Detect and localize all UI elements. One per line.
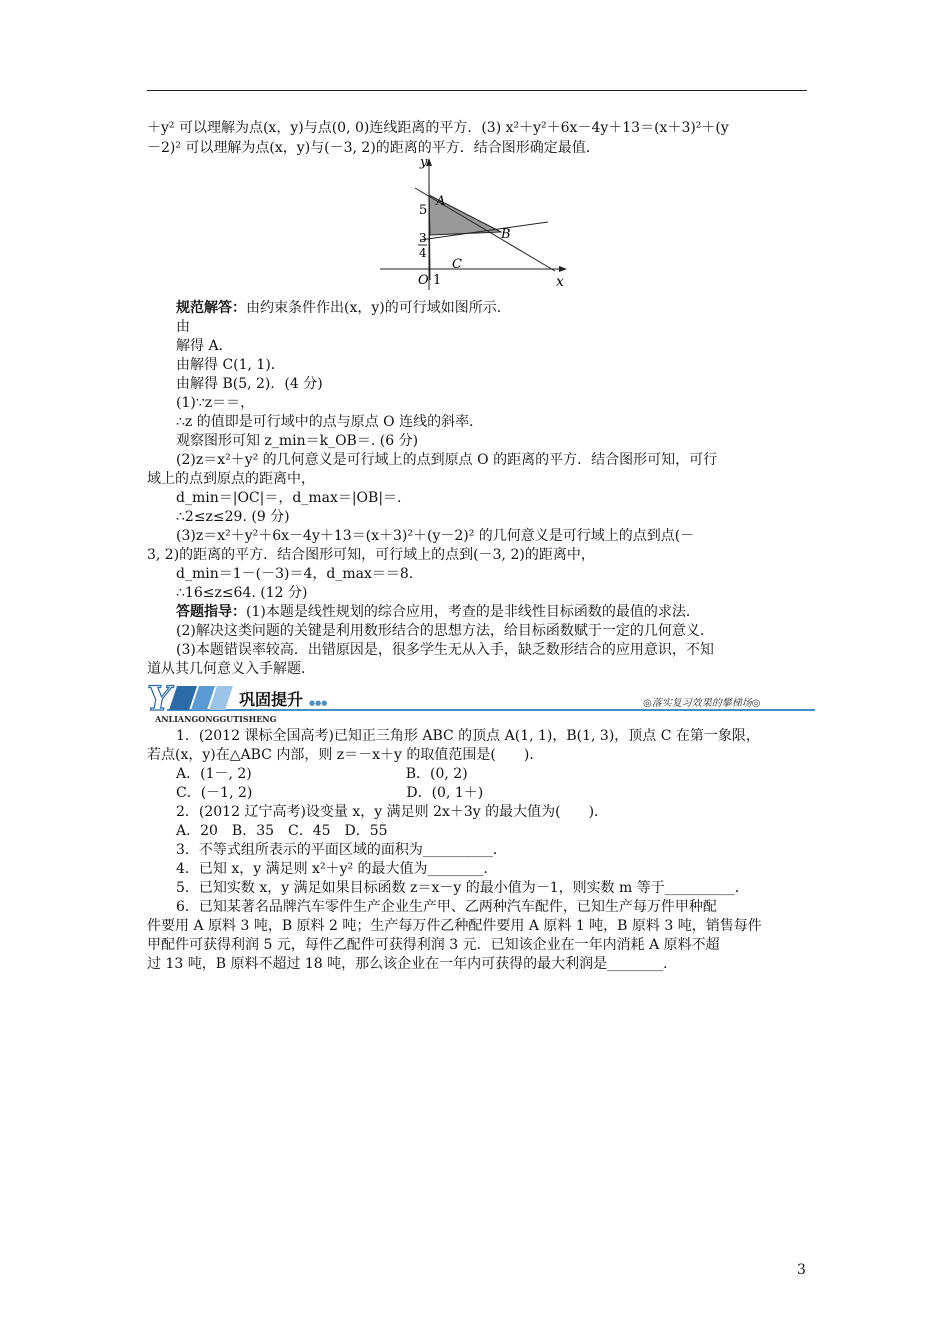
solution-line: 由 <box>176 319 190 335</box>
exercise-line: 1．(2012 课标全国高考)已知正三角形 ABC 的顶点 A(1, 1)，B(1, 3)，顶点 C 在第一象限， <box>176 728 760 744</box>
section-banner <box>147 683 815 725</box>
guidance-line: (3)本题错误率较高．出错原因是，很多学生无从入手，缺乏数形结合的应用意识，不知 <box>176 642 714 658</box>
banner-pinyin: ANLIANGONGGUTISHENG <box>155 714 277 724</box>
exercise-line: 5．已知实数 x，y 满足如果目标函数 z＝x－y 的最小值为－1，则实数 m 等于__________． <box>176 880 749 896</box>
text-line-2: －2)² 可以理解为点(x，y)与(－3, 2)的距离的平方．结合图形确定最值． <box>147 140 600 156</box>
exercise-line: 3．不等式组所表示的平面区域的面积为__________． <box>176 842 507 858</box>
guidance-line: (2)解决这类问题的关键是利用数形结合的思想方法，给目标函数赋于一定的几何意义． <box>176 623 714 639</box>
solution-heading: 规范解答： <box>176 300 246 316</box>
tick-one: 1 <box>433 273 442 288</box>
exercise-option-line: C．(－1, 2) D．(0, 1＋) <box>176 785 484 801</box>
solution-line: (2)z＝x²＋y² 的几何意义是可行域上的点到原点 O 的距离的平方．结合图形可知，可行 <box>176 452 718 468</box>
solution-line: ∴16≤z≤64. (12 分) <box>176 585 308 601</box>
solution-line: 由解得 B(5, 2)．(4 分) <box>176 376 323 392</box>
exercise-line: 甲配件可获得利润 5 元，每件乙配件可获得利润 3 元．已知该企业在一年内消耗 A 原料不超 <box>147 937 720 953</box>
exercise-line: 若点(x，y)在△ABC 内部，则 z＝－x＋y 的取值范围是( )． <box>147 747 544 763</box>
exercise-line: 6．已知某著名品牌汽车零件生产企业生产甲、乙两种汽车配件，已知生产每万件甲种配 <box>176 899 717 915</box>
solution-line <box>176 299 511 317</box>
solution-line: (1)∵z＝＝， <box>176 395 255 411</box>
solution-line: 观察图形可知 z_min＝k_OB＝. (6 分) <box>176 433 419 449</box>
point-b-label: B <box>501 227 511 242</box>
tick-frac-num: 3 <box>419 231 427 245</box>
guidance-line <box>176 603 700 621</box>
x-axis-arrow <box>559 266 567 272</box>
exercise-option-line: A．20 B．35 C．45 D．55 <box>176 823 388 839</box>
exercise-line: 2．(2012 辽宁高考)设变量 x，y 满足则 2x＋3y 的最大值为( )． <box>176 804 609 820</box>
point-a-label: A <box>436 194 446 209</box>
point-c-label: C <box>452 257 462 272</box>
solution-text: 由约束条件作出(x，y)的可行域如图所示． <box>246 300 511 316</box>
x-axis-label: x <box>556 274 564 290</box>
solution-line: d_min＝1－(－3)＝4，d_max＝＝8. <box>176 566 414 582</box>
text-line-1: ＋y² 可以理解为点(x，y)与点(0, 0)连线距离的平方．(3) x²＋y²＋6x－4y＋13＝(x＋3)²＋(y <box>147 120 729 136</box>
solution-line: ∴2≤z≤29. (9 分) <box>176 509 290 525</box>
solution-line: 解得 A. <box>176 338 224 354</box>
exercise-line: 4．已知 x，y 满足则 x²＋y² 的最大值为________． <box>176 861 498 877</box>
feasible-region-figure <box>380 150 575 290</box>
guidance-line: 道从其几何意义入手解题． <box>147 661 315 677</box>
exercise-line: 过 13 吨，B 原料不超过 18 吨，那么该企业在一年内可获得的最大利润是________． <box>147 956 678 972</box>
exercise-line: 件要用 A 原料 3 吨，B 原料 2 吨；生产每万件乙种配件要用 A 原料 1 吨，B 原料 3 吨，销售每件 <box>147 918 762 934</box>
page-number: 3 <box>797 1262 806 1278</box>
solution-line: 由解得 C(1, 1)． <box>176 357 285 373</box>
guidance-heading: 答题指导： <box>176 604 246 620</box>
tick-frac-den: 4 <box>419 246 427 260</box>
solution-line: (3)z＝x²＋y²＋6x－4y＋13＝(x＋3)²＋(y－2)² 的几何意义是可行域上的点到点(－ <box>176 528 695 544</box>
header-rule <box>147 90 807 91</box>
solution-line: ∴z 的值即是可行域中的点与原点 O 连线的斜率． <box>176 414 484 430</box>
banner-title: 巩固提升 <box>239 690 304 709</box>
banner-dots: ●●● <box>309 699 328 707</box>
banner-letter: Y <box>147 683 172 719</box>
solution-line: 域上的点到原点的距离中， <box>147 471 315 487</box>
origin-label: O <box>418 273 429 288</box>
y-axis-label: y <box>420 155 428 170</box>
tick-five: 5 <box>419 203 428 218</box>
exercise-option-line: A．(1－, 2) B．(0, 2) <box>176 766 468 782</box>
solution-line: d_min＝|OC|＝，d_max＝|OB|＝. <box>176 490 402 506</box>
banner-slogan: ◎落实复习效果的攀梯场◎ <box>643 698 761 709</box>
guidance-text: (1)本题是线性规划的综合应用，考查的是非线性目标函数的最值的求法． <box>246 604 700 620</box>
solution-line: 3, 2)的距离的平方．结合图形可知，可行域上的点到(－3, 2)的距离中， <box>147 547 595 563</box>
